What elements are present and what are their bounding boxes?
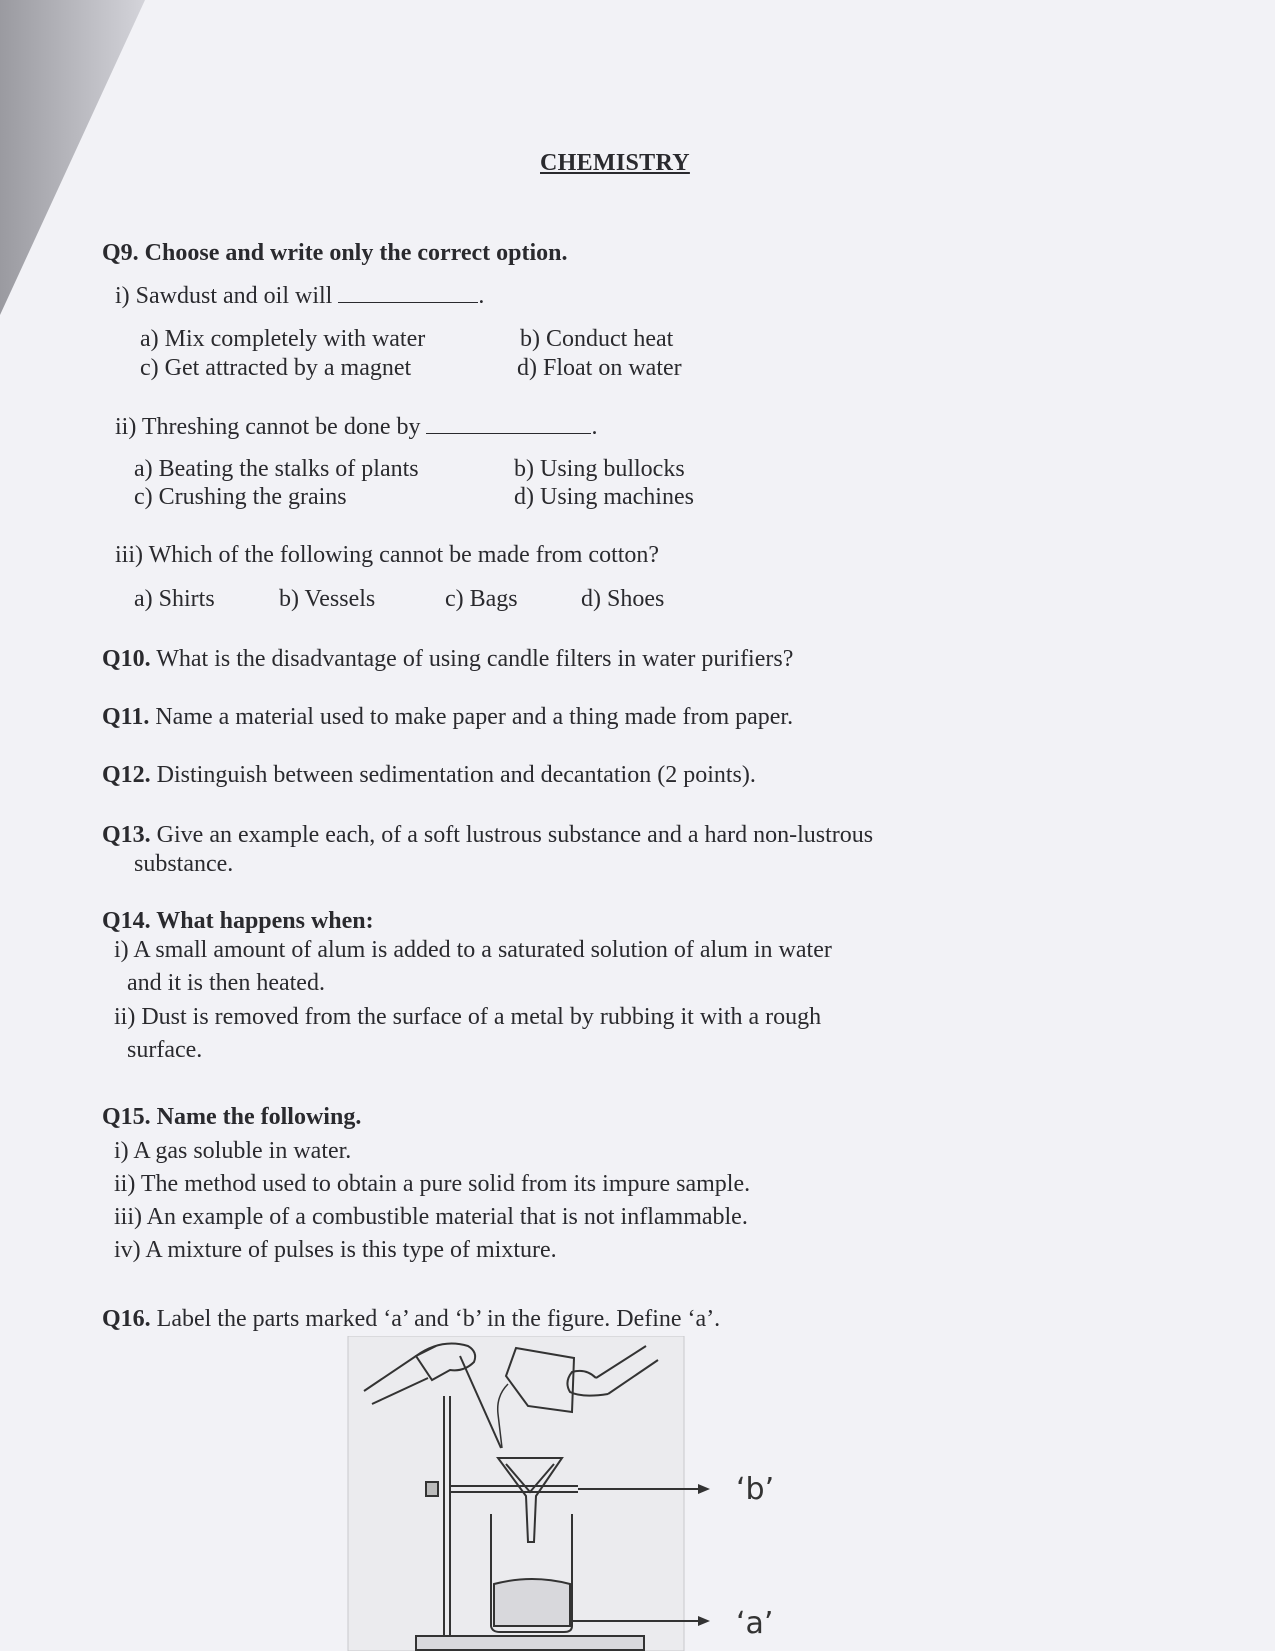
q9-2-option-c: c) Crushing the grains (134, 484, 347, 510)
q14-item-2-line-1: ii) Dust is removed from the surface of a metal by rubbing it with a rough (114, 1004, 822, 1030)
filtrate (494, 1579, 570, 1626)
q9-heading: Q9. Choose and write only the correct option. (102, 240, 568, 266)
q11: Q11. Name a material used to make paper and a thing made from paper. (102, 704, 794, 730)
q9-1-option-d: d) Float on water (517, 355, 682, 381)
q15-item-1: i) A gas soluble in water. (114, 1138, 352, 1164)
q9-1-option-b: b) Conduct heat (520, 326, 674, 352)
figure-tag-a: ‘a’ (736, 1606, 774, 1641)
q9-1-option-c: c) Get attracted by a magnet (140, 355, 412, 381)
q9-3-option-d: d) Shoes (581, 586, 665, 612)
stand-base (416, 1636, 644, 1650)
q9-item-1-stem: i) Sawdust and oil will . (115, 283, 485, 309)
page-title: CHEMISTRY (540, 150, 690, 176)
q9-3-option-b: b) Vessels (279, 586, 376, 612)
q10: Q10. What is the disadvantage of using candle filters in water purifiers? (102, 646, 794, 672)
q9-item-2-stem: ii) Threshing cannot be done by . (115, 414, 598, 440)
q13-line-2: substance. (134, 851, 234, 877)
q13-line-1: Q13. Give an example each, of a soft lustrous substance and a hard non-lustrous (102, 822, 874, 848)
figure-tag-b: ‘b’ (736, 1472, 775, 1507)
q9-1-option-a: a) Mix completely with water (140, 326, 426, 352)
q12: Q12. Distinguish between sedimentation and decantation (2 points). (102, 762, 756, 788)
q16: Q16. Label the parts marked ‘a’ and ‘b’ in the figure. Define ‘a’. (102, 1306, 721, 1332)
q14-item-2-line-2: surface. (127, 1037, 203, 1063)
q9-2-option-d: d) Using machines (514, 484, 694, 510)
q14-heading: Q14. What happens when: (102, 908, 374, 934)
q9-3-option-a: a) Shirts (134, 586, 215, 612)
filtration-figure (346, 1336, 746, 1651)
q14-item-1-line-2: and it is then heated. (127, 970, 325, 996)
q15-item-4: iv) A mixture of pulses is this type of mixture. (114, 1237, 557, 1263)
q15-heading: Q15. Name the following. (102, 1104, 362, 1130)
q15-item-3: iii) An example of a combustible material that is not inflammable. (114, 1204, 748, 1230)
q15-item-2: ii) The method used to obtain a pure solid from its impure sample. (114, 1171, 751, 1197)
q9-2-option-b: b) Using bullocks (514, 456, 685, 482)
q9-2-option-a: a) Beating the stalks of plants (134, 456, 419, 482)
q14-item-1-line-1: i) A small amount of alum is added to a saturated solution of alum in water (114, 937, 832, 963)
q9-item-3-stem: iii) Which of the following cannot be made from cotton? (115, 542, 660, 568)
scan-shadow (0, 0, 150, 320)
q9-3-option-c: c) Bags (445, 586, 518, 612)
